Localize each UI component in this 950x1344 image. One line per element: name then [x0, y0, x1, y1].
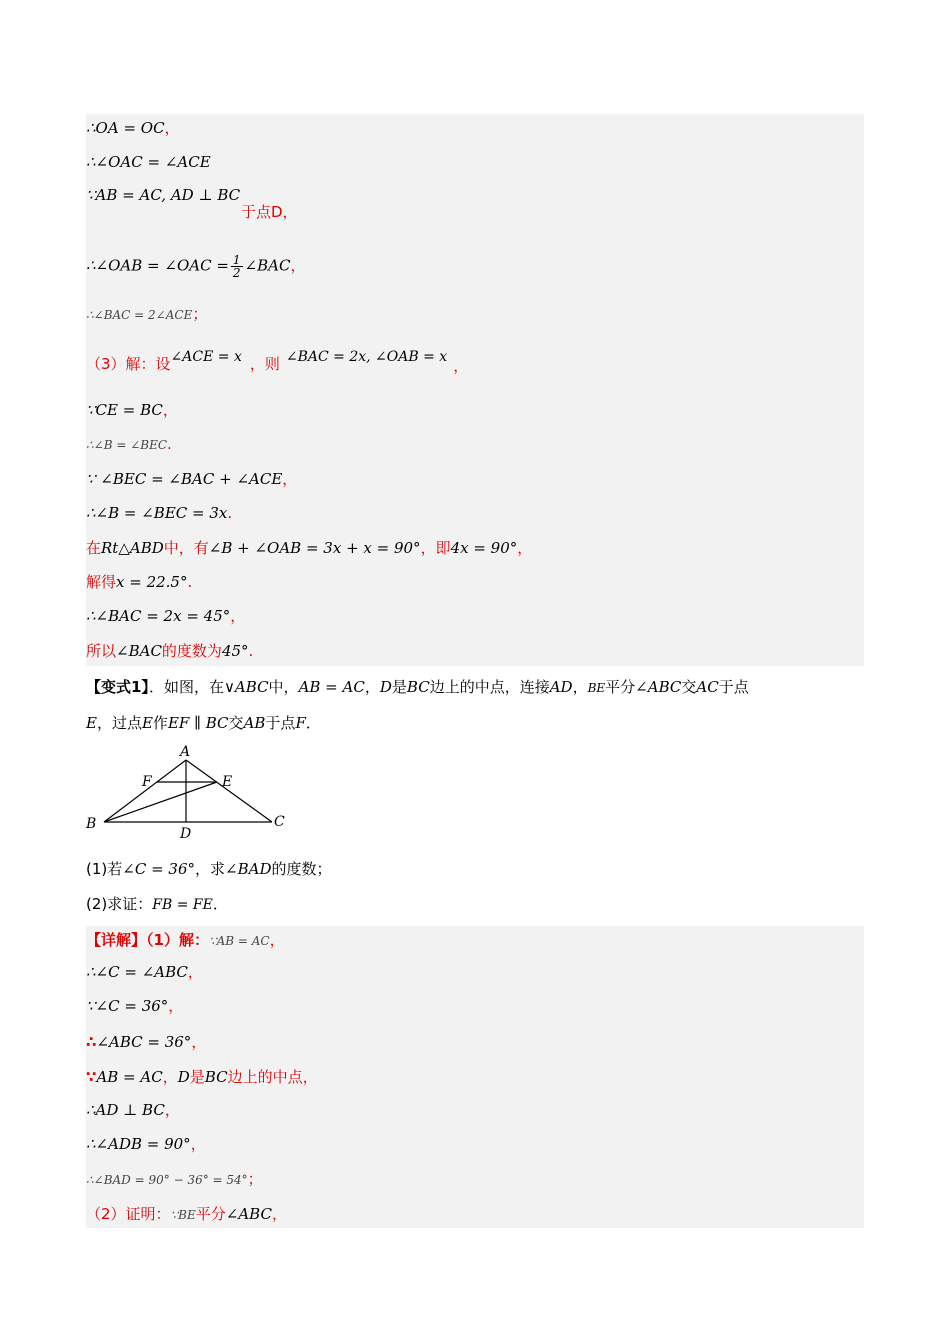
segment-ac: [186, 760, 272, 822]
step-rt-triangle-abd: 在Rt△ABD中，有∠B + ∠OAB = 3x + x = 90°，即4x = 90°，: [86, 539, 533, 557]
step-oa-equals-oc: ∴OA = OC，: [86, 119, 180, 137]
triangle-figure: [82, 742, 302, 842]
problem-statement-line2: E，过点E作EF ∥ BC交AB于点F．: [86, 714, 321, 732]
detail-step-midpoint: ∵AB = AC，D是BC边上的中点，: [86, 1068, 318, 1086]
step-solve-x: 解得x = 22.5°.: [86, 573, 193, 591]
fraction-one-half: $\frac{1}{2}$: [232, 253, 241, 280]
label-a: A: [180, 744, 191, 760]
label-c: C: [274, 814, 285, 830]
step-b-equals-bec: ∴∠B = ∠BEC.: [86, 435, 172, 453]
detail-step-adb-90: ∴∠ADB = 90°，: [86, 1135, 206, 1153]
step-ce-equals-bc: ∵CE = BC，: [86, 401, 178, 419]
problem-statement-line1: 【变式1】．如图，在∨ABC中，AB = AC，D是BC边上的中点，连接AD，BE平分∠ABC交AC于点: [86, 678, 749, 696]
step-bac-2ace: ∴∠BAC = 2∠ACE；: [86, 305, 208, 323]
step-bec-sum: ∵ ∠BEC = ∠BAC + ∠ACE，: [86, 470, 298, 488]
step-foot-d: 于点D，: [241, 203, 298, 221]
step-ab-ac-ad-perp-bc: ∵AB = AC, AD ⊥ BC: [86, 186, 241, 204]
detail-step-c-36: ∵∠C = 36°，: [86, 997, 184, 1015]
step-bac-45: ∴∠BAC = 2x = 45°，: [86, 607, 246, 625]
step-oab-half-bac: ∴∠OAB = ∠OAC = $\frac{1}{2}$ ∠BAC，: [86, 253, 306, 280]
label-e: E: [222, 774, 233, 790]
label-d: D: [180, 826, 192, 842]
segment-be: [104, 782, 217, 822]
question-1: (1)若∠C = 36°，求∠BAD的度数；: [86, 860, 332, 878]
detail-step-abc-36: ∴∠ABC = 36°，: [86, 1033, 207, 1051]
label-f: F: [142, 774, 152, 790]
detail-step-c-abc: ∴∠C = ∠ABC，: [86, 963, 203, 981]
answer-block-variant1: [86, 926, 864, 1228]
detail-step-part2-proof: （2）证明：∵BE平分∠ABC，: [86, 1205, 287, 1223]
detail-step-ab-ac: 【详解】（1）解：∵AB = AC，: [86, 931, 285, 949]
segment-ab: [104, 760, 186, 822]
detail-step-bad-54: ∴∠BAD = 90° − 36° = 54°；: [86, 1170, 263, 1188]
step-part3-setup: （3）解：设∠ACE = x ，则 ∠BAC = 2x, ∠OAB = x ，: [86, 349, 469, 375]
step-b-bec-3x: ∴∠B = ∠BEC = 3x.: [86, 504, 233, 522]
step-conclusion: 所以∠BAC的度数为45°.: [86, 642, 254, 660]
label-b: B: [86, 816, 97, 832]
question-2: (2)求证：FB = FE．: [86, 895, 228, 913]
step-oac-equals-ace: ∴∠OAC = ∠ACE: [86, 153, 211, 171]
answer-block-part2-3: [86, 114, 864, 666]
detail-step-ad-perp-bc: ∴AD ⊥ BC，: [86, 1101, 180, 1119]
